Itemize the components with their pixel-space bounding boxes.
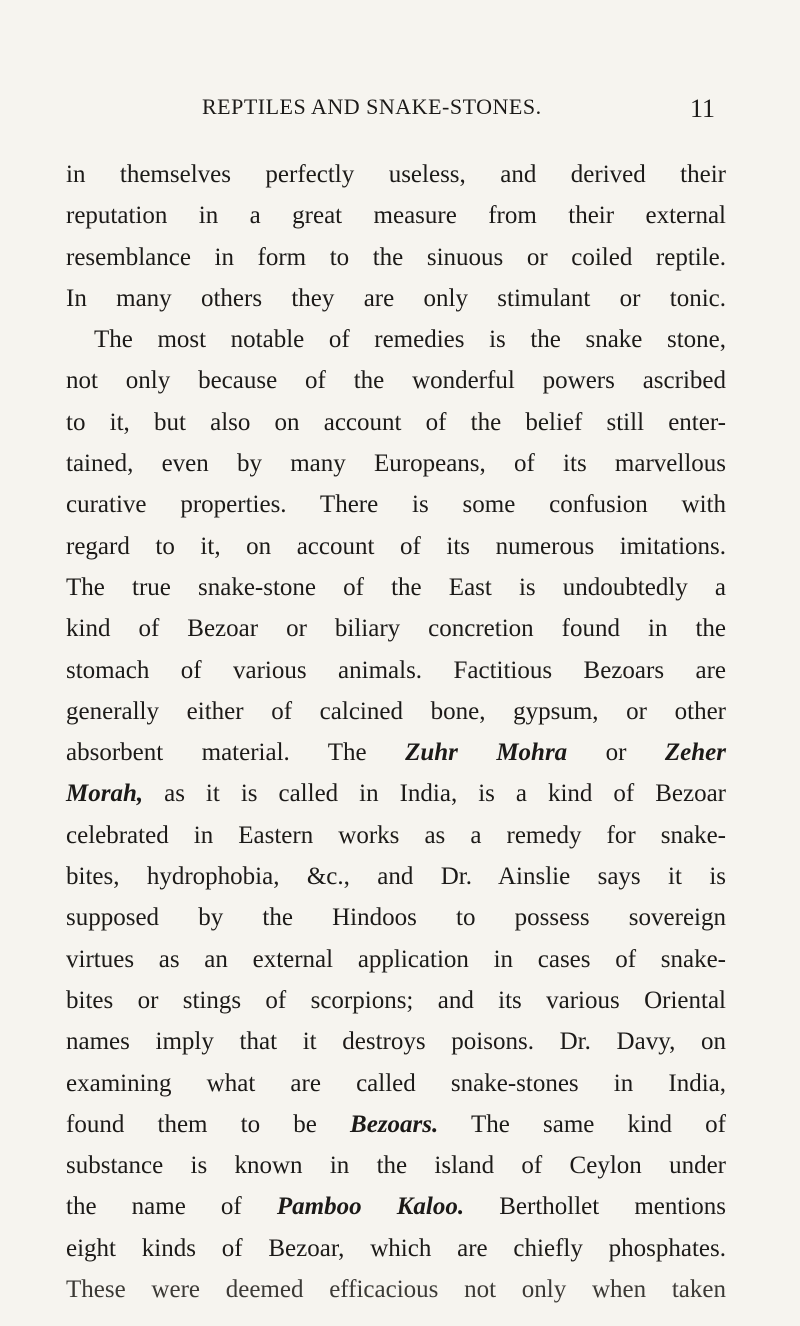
text-line	[66, 526, 726, 567]
text-line	[66, 567, 726, 608]
page-number: 11	[690, 94, 716, 123]
text-segment: The same kind of	[438, 1110, 726, 1138]
text-line	[66, 939, 726, 980]
text-segment: bites or stings of scorpions; and its various Oriental	[66, 986, 726, 1014]
text-line	[66, 278, 726, 319]
text-line	[66, 237, 726, 278]
text-line	[66, 980, 726, 1021]
italic-term: Bezoars.	[350, 1110, 439, 1138]
body-text	[66, 154, 726, 1310]
text-line	[66, 773, 726, 814]
text-segment: or	[567, 739, 665, 767]
text-segment: curative properties. There is some confusion with	[66, 491, 726, 519]
text-segment: not only because of the wonderful powers ascribed	[66, 367, 726, 395]
text-line	[66, 691, 726, 732]
text-segment: In many others they are only stimulant or tonic.	[66, 284, 726, 312]
italic-term: Pamboo Kaloo.	[276, 1193, 465, 1221]
text-line	[66, 1063, 726, 1104]
text-line	[66, 484, 726, 525]
text-segment: regard to it, on account of its numerous imitations.	[66, 532, 726, 560]
text-segment: celebrated in Eastern works as a remedy for snake-	[66, 821, 726, 849]
text-line	[66, 1228, 726, 1269]
text-segment: found them to be	[66, 1110, 351, 1138]
running-head	[0, 94, 800, 126]
text-segment: substance is known in the island of Ceylon under	[66, 1152, 726, 1180]
text-segment: Berthollet mentions	[464, 1193, 726, 1221]
text-line	[66, 732, 726, 773]
italic-term: Zuhr Mohra	[405, 739, 568, 767]
text-segment: stomach of various animals. Factitious Bezoars are	[66, 656, 726, 684]
text-segment: supposed by the Hindoos to possess sovereign	[66, 904, 726, 932]
text-line	[66, 319, 726, 360]
text-line	[66, 195, 726, 236]
text-segment: generally either of calcined bone, gypsum, or other	[66, 697, 726, 725]
running-title: REPTILES AND SNAKE-STONES.	[202, 94, 542, 119]
text-segment: kind of Bezoar or biliary concretion found in the	[66, 615, 726, 643]
text-segment: absorbent material. The	[66, 739, 406, 767]
text-line	[66, 1145, 726, 1186]
text-segment: virtues as an external application in cases of snake-	[66, 945, 726, 973]
text-segment: resemblance in form to the sinuous or coiled reptile.	[66, 243, 726, 271]
text-segment: These were deemed efficacious not only when taken	[66, 1276, 726, 1304]
text-line	[66, 1269, 726, 1310]
text-line	[66, 402, 726, 443]
text-segment: reputation in a great measure from their external	[66, 202, 726, 230]
text-segment: to it, but also on account of the belief still enter-	[66, 408, 726, 436]
text-segment: eight kinds of Bezoar, which are chiefly phosphates.	[66, 1234, 726, 1262]
text-line	[66, 1104, 726, 1145]
text-segment: The most notable of remedies is the snake stone,	[94, 326, 726, 354]
text-segment: bites, hydrophobia, &c., and Dr. Ainslie says it is	[66, 863, 726, 891]
text-line	[66, 1021, 726, 1062]
text-segment: names imply that it destroys poisons. Dr. Davy, on	[66, 1028, 726, 1056]
text-segment: in themselves perfectly useless, and derived their	[66, 161, 726, 188]
text-line	[66, 815, 726, 856]
italic-term: Zeher	[664, 739, 726, 767]
text-line	[66, 608, 726, 649]
text-line	[66, 360, 726, 401]
text-line	[66, 443, 726, 484]
text-segment: as it is called in India, is a kind of Bezoar	[143, 780, 726, 808]
text-line	[66, 897, 726, 938]
text-line	[66, 856, 726, 897]
text-line	[66, 650, 726, 691]
italic-term: Morah,	[66, 780, 144, 808]
text-line	[66, 1186, 726, 1227]
text-segment: The true snake-stone of the East is undoubtedly a	[66, 573, 726, 601]
text-segment: tained, even by many Europeans, of its marvellous	[66, 450, 726, 478]
text-segment: examining what are called snake-stones in India,	[66, 1069, 726, 1097]
text-segment: the name of	[66, 1193, 277, 1221]
text-line	[66, 154, 726, 195]
